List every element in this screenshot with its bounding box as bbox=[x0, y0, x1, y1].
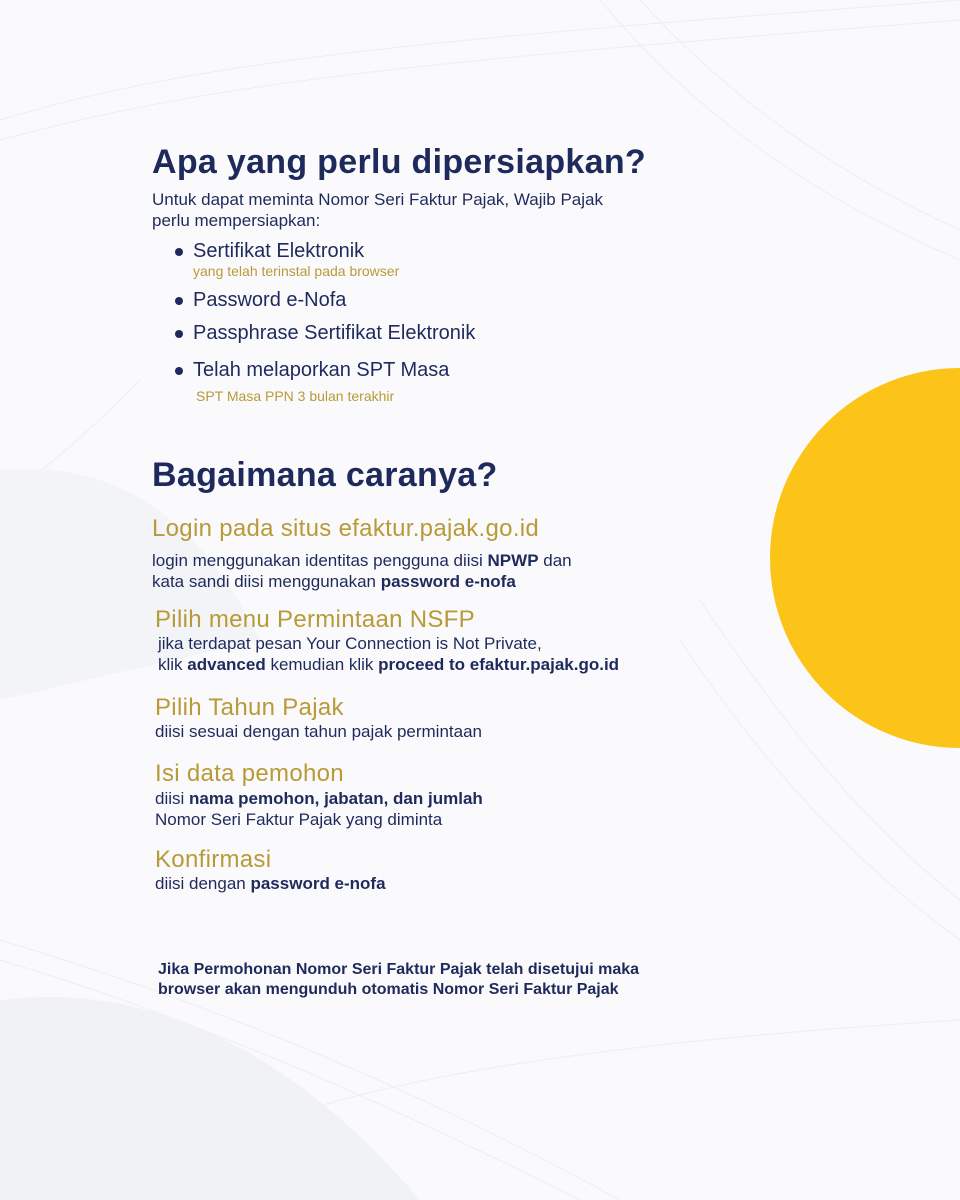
requirement-label: Telah melaporkan SPT Masa bbox=[193, 359, 450, 381]
requirement-item bbox=[175, 240, 364, 263]
bullet-icon bbox=[175, 367, 183, 375]
step-text-bold: password e-nofa bbox=[380, 572, 516, 591]
step-text-bold: password e-nofa bbox=[250, 874, 386, 893]
step-text: diisi dengan bbox=[155, 874, 251, 893]
requirement-item bbox=[175, 289, 346, 312]
step-text: diisi sesuai dengan tahun pajak permintaan bbox=[155, 722, 483, 741]
step-text-bold: advanced bbox=[187, 655, 266, 674]
step-desc bbox=[155, 873, 386, 894]
step-text: dan bbox=[538, 551, 572, 570]
requirement-item bbox=[175, 359, 449, 382]
note-line-2: browser akan mengunduh otomatis Nomor Seri Faktur Pajak bbox=[158, 981, 619, 998]
step-title: Konfirmasi bbox=[155, 846, 272, 873]
requirement-label: Password e-Nofa bbox=[193, 289, 347, 311]
step-desc bbox=[155, 721, 482, 742]
step-title: Login pada situs efaktur.pajak.go.id bbox=[152, 515, 540, 542]
requirement-item bbox=[175, 322, 475, 345]
step-title: Isi data pemohon bbox=[155, 760, 344, 787]
step-text-bold: NPWP bbox=[487, 551, 539, 570]
approval-note bbox=[158, 960, 639, 1000]
step-text: jika terdapat pesan Your Connection is Not Private, bbox=[158, 634, 542, 653]
step-text: login menggunakan identitas pengguna diisi bbox=[152, 551, 488, 570]
bullet-icon bbox=[175, 297, 183, 305]
bullet-icon bbox=[175, 330, 183, 338]
intro-line-2: perlu mempersiapkan: bbox=[152, 211, 321, 230]
step-text: kata sandi diisi menggunakan bbox=[152, 572, 381, 591]
step-text: diisi bbox=[155, 789, 190, 808]
requirement-sub: yang telah terinstal pada browser bbox=[193, 263, 400, 279]
step-text: kemudian klik bbox=[265, 655, 379, 674]
section1-heading: Apa yang perlu dipersiapkan? bbox=[152, 143, 646, 181]
requirement-label: Sertifikat Elektronik bbox=[193, 240, 365, 262]
step-desc bbox=[152, 550, 572, 592]
step-desc bbox=[155, 788, 483, 830]
step-text-bold: nama pemohon, jabatan, dan jumlah bbox=[189, 789, 483, 808]
intro-line-1: Untuk dapat meminta Nomor Seri Faktur Pajak, Wajib Pajak bbox=[152, 190, 603, 209]
section1-intro bbox=[152, 189, 603, 231]
step-text-bold: proceed to efaktur.pajak.go.id bbox=[378, 655, 620, 674]
note-line-1: Jika Permohonan Nomor Seri Faktur Pajak telah disetujui maka bbox=[158, 961, 640, 978]
step-text: klik bbox=[158, 655, 188, 674]
requirement-label: Passphrase Sertifikat Elektronik bbox=[193, 322, 476, 344]
yellow-circle-accent bbox=[770, 368, 960, 748]
step-title: Pilih menu Permintaan NSFP bbox=[155, 606, 475, 633]
requirement-sub: SPT Masa PPN 3 bulan terakhir bbox=[196, 388, 395, 404]
bullet-icon bbox=[175, 248, 183, 256]
step-desc bbox=[158, 633, 619, 675]
step-text: Nomor Seri Faktur Pajak yang diminta bbox=[155, 810, 443, 829]
section2-heading: Bagaimana caranya? bbox=[152, 456, 498, 494]
step-title: Pilih Tahun Pajak bbox=[155, 694, 344, 721]
